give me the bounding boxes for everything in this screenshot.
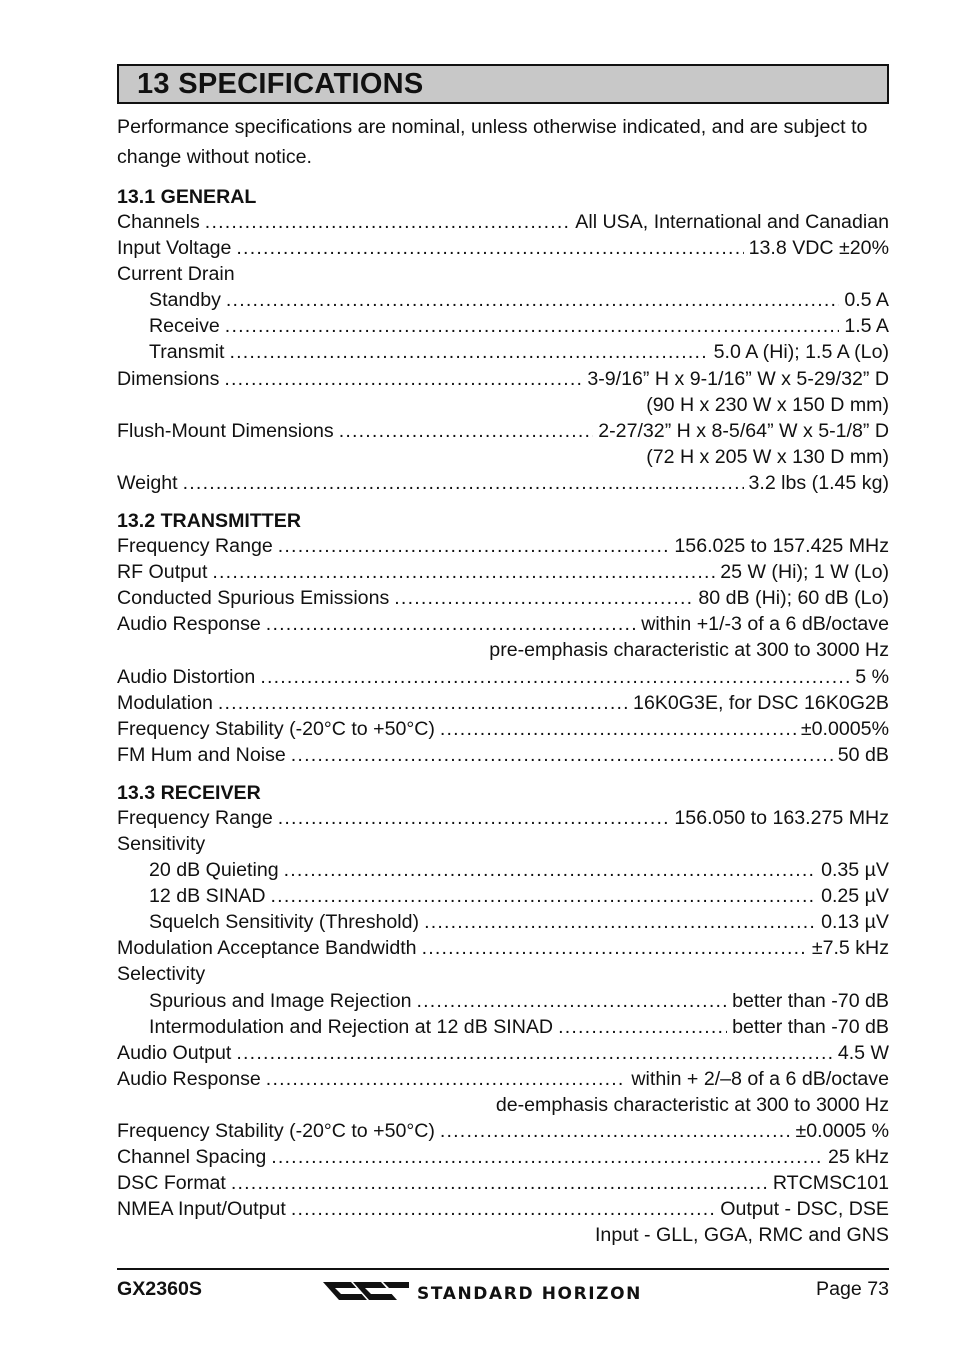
dot-leader [266,611,636,637]
spec-row-audio-output [117,1040,889,1066]
spec-value: 0.25 µV [821,885,889,908]
spec-label: FM Hum and Noise [117,743,286,766]
spec-row-intermodulation [117,1014,889,1040]
spec-label: 20 dB Quieting [149,859,279,882]
spec-row-dsc-format [117,1170,889,1196]
footer-divider [117,1268,889,1270]
dot-leader [226,287,839,313]
page-footer [117,1276,889,1310]
dot-leader [284,857,816,883]
spec-label: 12 dB SINAD [149,885,266,908]
intro-paragraph: Performance specifications are nominal, unless otherwise indicated, and are subject to change without notice. [117,116,868,168]
dot-leader [440,1118,791,1144]
spec-label: Transmit [149,341,225,364]
spec-label: Intermodulation and Rejection at 12 dB SINAD [149,1015,554,1038]
spec-value: within + 2/–8 of a 6 dB/octave [631,1067,889,1090]
dot-leader [394,585,693,611]
spec-value: 0.35 µV [821,859,889,882]
spec-row-weight [117,470,889,496]
dot-leader [229,339,708,365]
spec-value-continued: de-emphasis characteristic at 300 to 3000 Hz [495,1093,889,1116]
spec-group-selectivity: Selectivity [117,963,206,986]
spec-label: Audio Distortion [117,665,256,688]
dot-leader [278,805,670,831]
spec-row-tx-frequency-stability [117,716,889,742]
spec-row-quieting [117,857,889,883]
spec-value: 1.5 A [844,315,889,338]
spec-value-continued: (90 H x 230 W x 150 D mm) [646,393,889,416]
spec-label: Spurious and Image Rejection [149,989,412,1012]
spec-row-squelch [117,909,889,935]
dot-leader [266,1066,627,1092]
model-number: GX2360S [117,1278,202,1300]
dot-leader [212,559,715,585]
spec-label: DSC Format [117,1172,226,1195]
spec-value: 13.8 VDC ±20% [748,237,889,260]
dot-leader [236,1040,832,1066]
dot-leader [291,1196,715,1222]
spec-value-continued: (72 H x 205 W x 130 D mm) [646,445,889,468]
spec-group-current-drain: Current Drain [117,263,235,286]
spec-row-tx-audio-response [117,611,889,637]
dot-leader [236,235,743,261]
spec-value: 25 kHz [828,1146,889,1169]
spec-label: Standby [149,289,221,312]
spec-value-continued: Input - GLL, GGA, RMC and GNS [594,1224,889,1247]
spec-value: 3-9/16” H x 9-1/16” W x 5-29/32” D [587,367,889,390]
dot-leader [225,313,840,339]
spec-value: 0.13 µV [821,911,889,934]
dot-leader [271,883,817,909]
spec-label: Frequency Stability (-20°C to +50°C) [117,1120,435,1142]
section-heading-transmitter: 13.2 TRANSMITTER [117,510,301,533]
spec-row-sinad [117,883,889,909]
spec-value: 16K0G3E, for DSC 16K0G2B [633,691,889,714]
spec-label: Audio Response [117,613,261,636]
spec-value: 25 W (Hi); 1 W (Lo) [720,561,889,584]
standard-horizon-logo-icon [323,1278,409,1309]
spec-value: better than -70 dB [732,1015,889,1038]
spec-row-fm-hum-noise [117,742,889,768]
dot-leader [278,533,670,559]
dot-leader [291,742,833,768]
spec-label: Weight [117,471,178,494]
dot-leader [260,664,850,690]
spec-value: 0.5 A [844,289,889,312]
spec-label: Modulation [117,691,213,714]
spec-label: Modulation Acceptance Bandwidth [117,937,417,960]
spec-row-flush-mount [117,418,889,444]
dot-leader [224,366,582,392]
spec-value-continued: pre-emphasis characteristic at 300 to 3000 Hz [489,639,889,662]
spec-value: better than -70 dB [732,989,889,1012]
spec-row-rx-audio-response [117,1066,889,1092]
spec-label: Frequency Range [117,806,273,829]
spec-row-standby [117,287,889,313]
dot-leader [205,209,571,235]
spec-row-channel-spacing [117,1144,889,1170]
spec-value: 4.5 W [837,1041,889,1064]
chapter-title: 13 SPECIFICATIONS [137,67,424,100]
spec-label: Flush-Mount Dimensions [117,419,334,442]
spec-row-nmea [117,1196,889,1222]
spec-label: Audio Response [117,1067,261,1090]
spec-label: Conducted Spurious Emissions [117,587,390,610]
chapter-title-box [117,64,889,104]
dot-leader [417,988,728,1014]
spec-label: Channels [117,211,200,233]
spec-value: Output - DSC, DSE [720,1198,889,1221]
spec-value: ±0.0005 % [795,1120,889,1142]
dot-leader [424,909,816,935]
spec-value: 5.0 A (Hi); 1.5 A (Lo) [713,341,889,364]
spec-value: 2-27/32” H x 8-5/64” W x 5-1/8” D [598,419,889,442]
spec-label: Channel Spacing [117,1146,267,1169]
dot-leader [422,935,807,961]
spec-row-modulation-bandwidth [117,935,889,961]
spec-label: Receive [149,315,220,338]
spec-page [117,64,889,1248]
spec-value: RTCMSC101 [772,1172,889,1195]
spec-value: 80 dB (Hi); 60 dB (Lo) [698,587,889,610]
spec-value: within +1/-3 of a 6 dB/octave [641,613,889,636]
spec-row-rf-output [117,559,889,585]
spec-label: Dimensions [117,367,220,390]
page-number: Page 73 [816,1278,889,1300]
spec-label: Frequency Range [117,535,273,558]
spec-row-modulation [117,690,889,716]
spec-label: Input Voltage [117,237,232,260]
spec-row-image-rejection [117,988,889,1014]
spec-label: Audio Output [117,1041,232,1064]
spec-value: 3.2 lbs (1.45 kg) [748,471,889,494]
spec-label: NMEA Input/Output [117,1198,286,1221]
spec-value: 156.050 to 163.275 MHz [674,806,889,829]
section-heading-receiver: 13.3 RECEIVER [117,781,261,804]
spec-row-transmit [117,339,889,365]
spec-row-channels [117,209,889,235]
spec-value: All USA, International and Canadian [575,211,889,233]
spec-value: 156.025 to 157.425 MHz [674,535,889,558]
spec-label: Squelch Sensitivity (Threshold) [149,911,420,934]
spec-label: RF Output [117,561,208,584]
dot-leader [271,1144,823,1170]
spec-row-dimensions [117,366,889,392]
spec-value: ±0.0005% [800,717,889,740]
spec-value: 5 % [855,665,889,688]
spec-row-rx-frequency-stability [117,1118,889,1144]
spec-row-audio-distortion [117,664,889,690]
spec-row-spurious-emissions [117,585,889,611]
spec-value: ±7.5 kHz [811,937,889,960]
section-heading-general: 13.1 GENERAL [117,186,257,208]
dot-leader [339,418,594,444]
spec-row-input-voltage [117,235,889,261]
spec-group-sensitivity: Sensitivity [117,832,206,855]
dot-leader [231,1170,768,1196]
dot-leader [440,716,796,742]
dot-leader [218,690,628,716]
spec-row-rx-frequency-range [117,805,889,831]
spec-value: 50 dB [837,743,889,766]
dot-leader [558,1014,727,1040]
brand-name: STANDARD HORIZON [417,1283,642,1304]
spec-row-receive [117,313,889,339]
dot-leader [183,470,744,496]
spec-label: Frequency Stability (-20°C to +50°C) [117,717,435,740]
spec-row-tx-frequency-range [117,533,889,559]
brand-logo [323,1278,642,1309]
